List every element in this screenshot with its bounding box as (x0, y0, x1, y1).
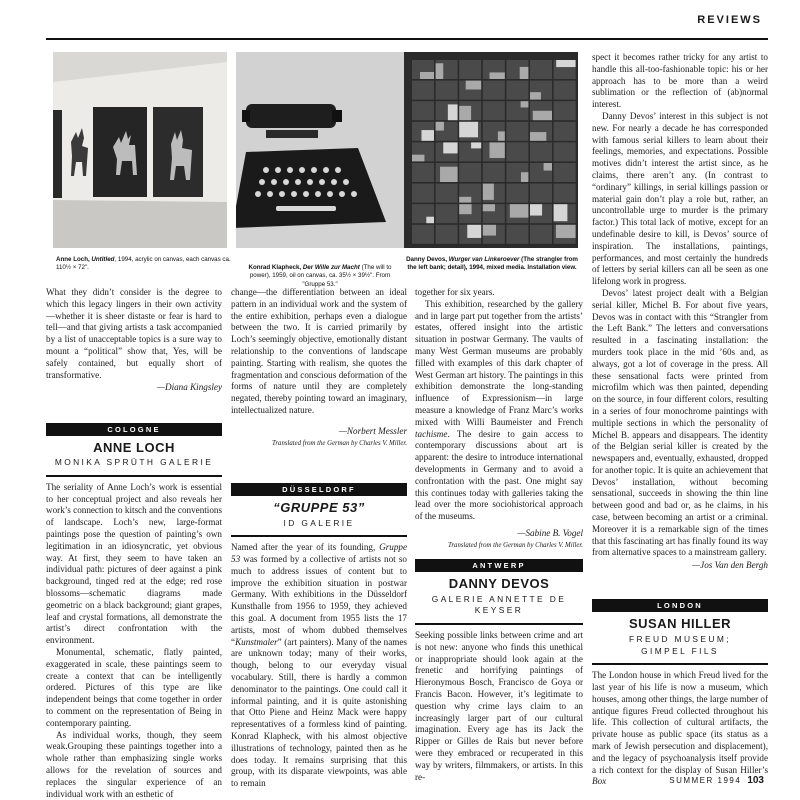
byline-vogel: —Sabine B. Vogel (517, 527, 583, 538)
city-label-dusseldorf: DÜSSELDORF (231, 483, 407, 496)
artist-heading-gruppe-53: “GRUPPE 53” (273, 499, 365, 515)
city-label-antwerp: ANTWERP (415, 559, 583, 572)
column-1 (46, 287, 222, 800)
artist-heading-susan-hiller: SUSAN HILLER (628, 616, 732, 632)
photo-devos-installation (404, 52, 578, 248)
devos-paragraph-3: Danny Devos’ interest in this subject is not new. For nearly a decade he has corresponded with famous serial killers to learn about their feelings, memories, and expectations. Possible motives didn’t interest the artist since, as he claims, there aren’t any. (In contrast to “ordinary” killings, in serial killings passion or material gain don’t play a role but, rather, an uncontrollable urge to murder is the primary factor.) This total lack of motive, except for an undefinable desire to kill, is Devos’ source of inspiration. The installations, paintings, performances, and most certainly the hundreds of letters by serial killers can all be seen as one lifelong work in progress. (592, 110, 768, 287)
gallery-monika-spruth: MONIKA SPRÜTH GALERIE (54, 457, 214, 468)
column-2 (231, 287, 407, 790)
column-3 (415, 287, 583, 783)
section-rule (231, 535, 407, 537)
city-label-london: LONDON (592, 599, 768, 612)
byline-van-den-bergh: —Jos Van den Bergh (692, 560, 768, 571)
caption-klapheck: Konrad Klapheck, Der Wille zur Macht (The will to power), 1959, oil on canvas, ca. 35½ × 39½". From "Gruppe 53." (248, 264, 392, 288)
section-rule (415, 623, 583, 625)
gallery-id-galerie: ID GALERIE (283, 517, 355, 528)
gruppe-paragraph-2: together for six years. (415, 287, 495, 297)
loch-paragraph-4: change—the differentiation between an ideal pattern in an individual work and the system of the entire exhibition, perhaps even a dialogue between the two. It is carried primarily by Loch’s seemingly objective, emotionally distant relationship to the conventions of landscape painting. Starting with realism, she quotes the fragmentation and conscious deformation of the forms of nature until they are completely negated, thereby pointing toward an imaginary, intellectualized nature. (231, 287, 407, 415)
translator-credit: Translated from the German by Charles V. Miller. (272, 439, 407, 447)
gruppe-paragraph-1: Named after the year of its founding, Gruppe 53 was formed by a collective of artists not so much to address issues of content but to improve the exhibition situation in postwar Germany. With exhibitions in the Düsseldorf Kunsthalle from 1956 to 1959, they achieved this goal. A document from 1955 lists the 17 artists, most of whom dubbed themselves “Kunstmaler” (art painters). Many of the names are unknown today; many of their works, though, belong to our everyday visual vocabulary. Still, there is hardly a common denominator to the paintings. One could call it informal painting, and it is quite astonishing that Otto Piene and Heinz Mack were happy representatives of a formless kind of painting. Konrad Klapheck, with his almost objective illustrations of technology, painted then as he does today. It remains surprising that this group, with its disparate viewpoints, was able to remain (231, 542, 407, 789)
section-header: REVIEWS (697, 14, 762, 26)
loch-paragraph-3: As individual works, though, they seem weak.Grouping these paintings together into a whole rather than emphasizing single works allows for the revelation of sources and replaces the singular experience of an individual work with an esthetic of (46, 729, 222, 799)
loch-paragraph-1: The seriality of Anne Loch’s work is essential to her conceptual project and also reveals her work’s connection to kitsch and the conventions of landscape. Loch’s new, large-format paintings pose the question of painting’s own legitimation in an idiosyncratic, yet obvious way. At first, they seem to have taken an individual path: pictures of deer against a pink background, tinged red at the edge; red rose blossoms—schematic diagrams made geometric on a black background; giant grapes, leaf and crystal formations, all demonstrate the artist’s direct confrontation with the environment. (46, 481, 222, 646)
hiller-paragraph-1: The London house in which Freud lived for the last year of his life is now a museum, which houses, among other things, the large number of antique figures Freud collected throughout his life. This collection of cultural artifacts, the private house as public space (its status as a mark of Jewish persecution and displacement), and the legacy of psychoanalysis itself provide a rich context for the display of Susan Hiller’s Box (592, 670, 768, 787)
byline-messler: —Norbert Messler (338, 425, 407, 436)
gallery-annette-de-keyser: GALERIE ANNETTE DE KEYSER (431, 593, 567, 616)
section-rule (46, 475, 222, 477)
artist-heading-anne-loch: ANNE LOCH (93, 440, 175, 456)
gallery-freud-museum: FREUD MUSEUM; GIMPEL FILS (629, 634, 731, 656)
kingsley-closing-paragraph: What they didn’t consider is the degree to which this legacy lingers in their own activity—whether it is sheer distaste or fear is hard to tell—and that giving artists a task accompanied by a list of unacceptable topics is a sure way to mount a “political” show that, Yes, will be safely contained, but equally short of transformative. (46, 287, 222, 380)
devos-paragraph-1: Seeking possible links between crime and art is not new: anyone who finds this unethical or inappropriate should look again at the frenetic and horrifying paintings of Hieronymous Bosch, Francisco de Goya or Francis Bacon. However, it’s legitimate to question why crime lays claim to an increasingly larger part of our cultural imagination. Every age has its Jack the Ripper or Gilles de Rais but never before were they embraced or recuperated in this way by writers, filmmakers, or artists. In this re- (415, 629, 583, 782)
devos-paragraph-4: Devos’ latest project dealt with a Belgian serial killer, Michel B. For about five years, Devos was in contact with this “Strangler from the Left Bank.” The letters and conversations resulted in a fascinating installation: the murders took place in the mid ’60s and, as always, got a lot of coverage in the press. All these sensational facts were printed from microfilm which was then painted, depending on the source, in four different colors, resulting in a series of four monochrome paintings with multiple sections in which the personality of Michel B. appears and disappears. The identity of the Belgian serial killer is created by the newspapers and, eventually, exhausted, dropped for another topic. It is quite an achievement that Devos’ installation, without becoming sensational, succeeds in showing the thin line between good and bad or, as he claims, in his case, between becoming an artist or a criminal. Moreover it is a remarkable sign of the times that this fascinating art has finally found its way from alternative spaces to a mainstream gallery. (592, 287, 768, 558)
gruppe-paragraph-3: This exhibition, researched by the gallery and in large part put together from the artists’ estates, offered insight into the artistic situation in postwar Germany. The vaults of many West German museums are probably filled with examples of this dark chapter of West German art history. The paintings in this exhibition demonstrate the long-standing influence of Expressionism—in large measure a knowledge of Franz Marc’s works mixed with Willi Baumeister and French tachisme. The desire to gain access to contemporary discussions about art is apparent: the desire to introduce international developments in Germany and to avoid a confrontation with the past. One might say this continues today with galleries taking the lead over the more sociohistorical approach of the museums. (415, 298, 583, 522)
photo-klapheck-typewriter (236, 52, 404, 248)
column-4 (592, 52, 768, 788)
header-rule (46, 38, 768, 40)
byline-kingsley: —Diana Kingsley (156, 382, 222, 393)
artist-heading-danny-devos: DANNY DEVOS (448, 575, 550, 591)
caption-devos: Danny Devos, Wurger van Linkeroever (The strangler from the left bank; detail), 1994, mixed media. Installation view. (406, 256, 578, 272)
caption-anne-loch: Anne Loch, Untitled, 1994, acrylic on canvas, each canvas ca. 110½ × 72". (56, 256, 231, 272)
city-label-cologne: COLOGNE (46, 423, 222, 436)
page-footer: SUMMER 1994 103 (669, 775, 764, 786)
loch-paragraph-2: Monumental, schematic, flatly painted, exaggerated in scale, these paintings seem to create a context that can be intelligently ordered. Pictures of this type are like independent beings that come together in order to comment on the representation of Being in contemporary painting. (46, 647, 222, 728)
translator-credit: Translated from the German by Charles V. Miller. (448, 541, 583, 549)
photo-anne-loch (53, 52, 227, 248)
section-rule (592, 663, 768, 665)
devos-paragraph-2: spect it becomes rather tricky for any artist to handle this all-too-fashionable topic: his or her approach has to be more than a weird sublimation or the reflection of (ab)normal interest. (592, 52, 768, 110)
